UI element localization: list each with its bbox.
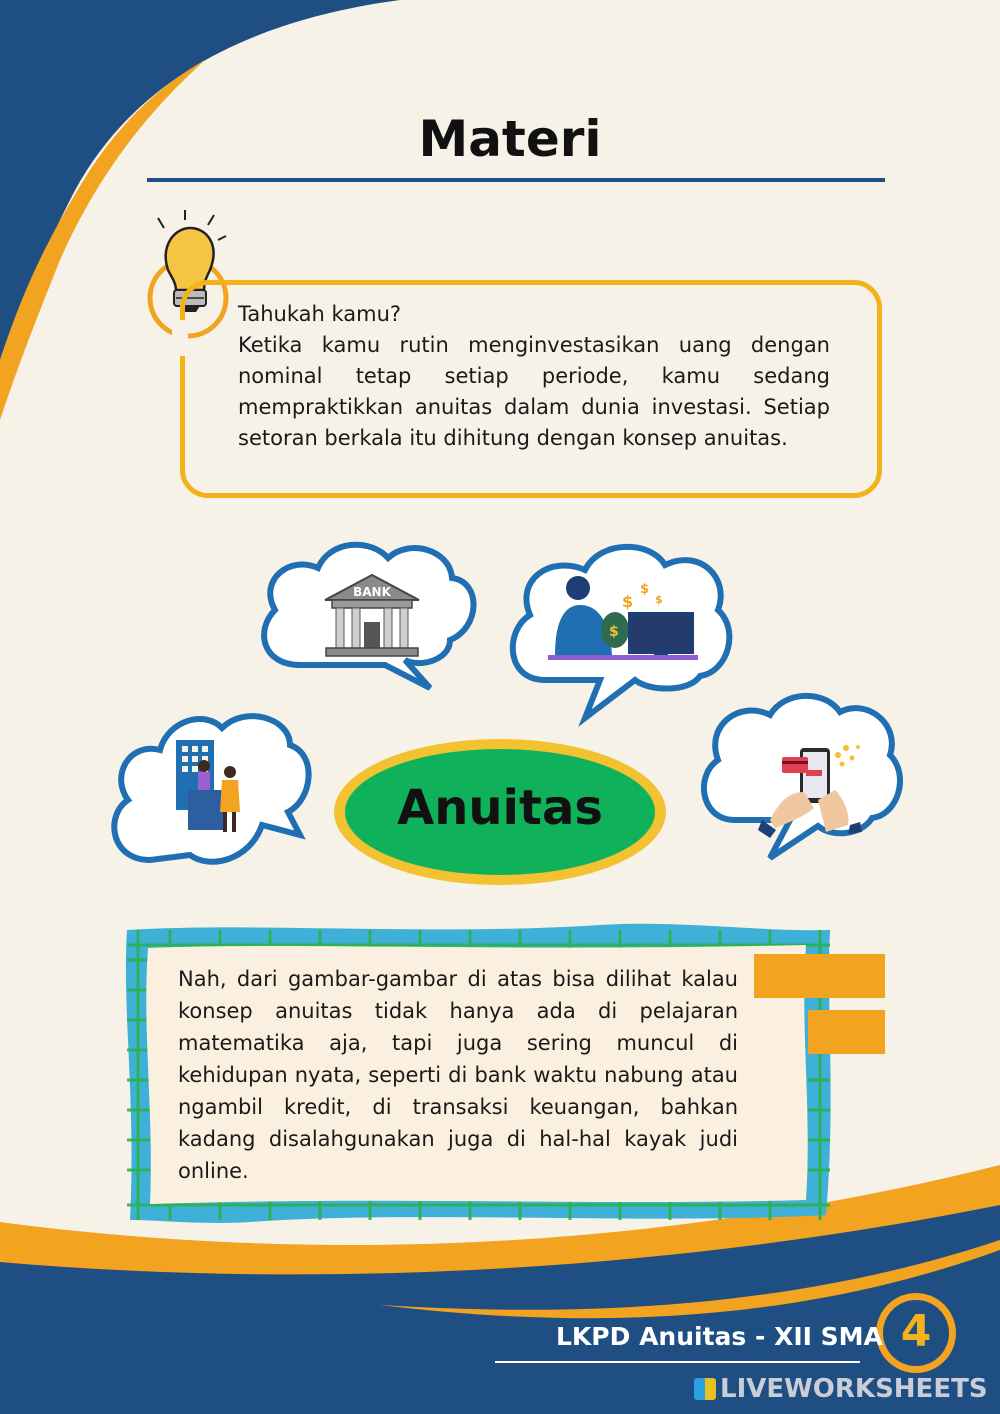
page-title: Materi — [418, 110, 602, 168]
watermark — [694, 1374, 988, 1404]
svg-text:$: $ — [655, 593, 663, 606]
body-paragraph: Nah, dari gambar-gambar di atas bisa dilihat kalau konsep anuitas tidak hanya ada di pelajaran matematika aja, tapi juga sering muncul di kehidupan nyata, seperti di bank waktu nabung atau ngambil kredit, di transaksi keuangan, bahkan kadang disalahgunakan juga di hal-hal kayak judi online. — [178, 967, 738, 1183]
info-paragraph: Ketika kamu rutin menginvestasikan uang dengan nominal tetap setiap periode, kamu sedang mempraktikkan anuitas dalam dunia investasi. Setiap setoran berkala itu dihitung dengan konsep anuitas. — [238, 333, 830, 450]
bank-sign-label: BANK — [353, 585, 391, 599]
watermark-text: LIVEWORKSHEETS — [720, 1374, 988, 1404]
anuitas-label: Anuitas — [397, 780, 603, 836]
info-heading: Tahukah kamu? — [238, 302, 402, 326]
svg-text:$: $ — [609, 624, 619, 640]
svg-text:$: $ — [622, 592, 634, 611]
liveworksheets-logo-icon — [694, 1378, 716, 1400]
footer-title: LKPD Anuitas - XII SMA — [556, 1322, 883, 1351]
svg-text:$: $ — [640, 582, 650, 597]
page-number: 4 — [900, 1306, 932, 1357]
